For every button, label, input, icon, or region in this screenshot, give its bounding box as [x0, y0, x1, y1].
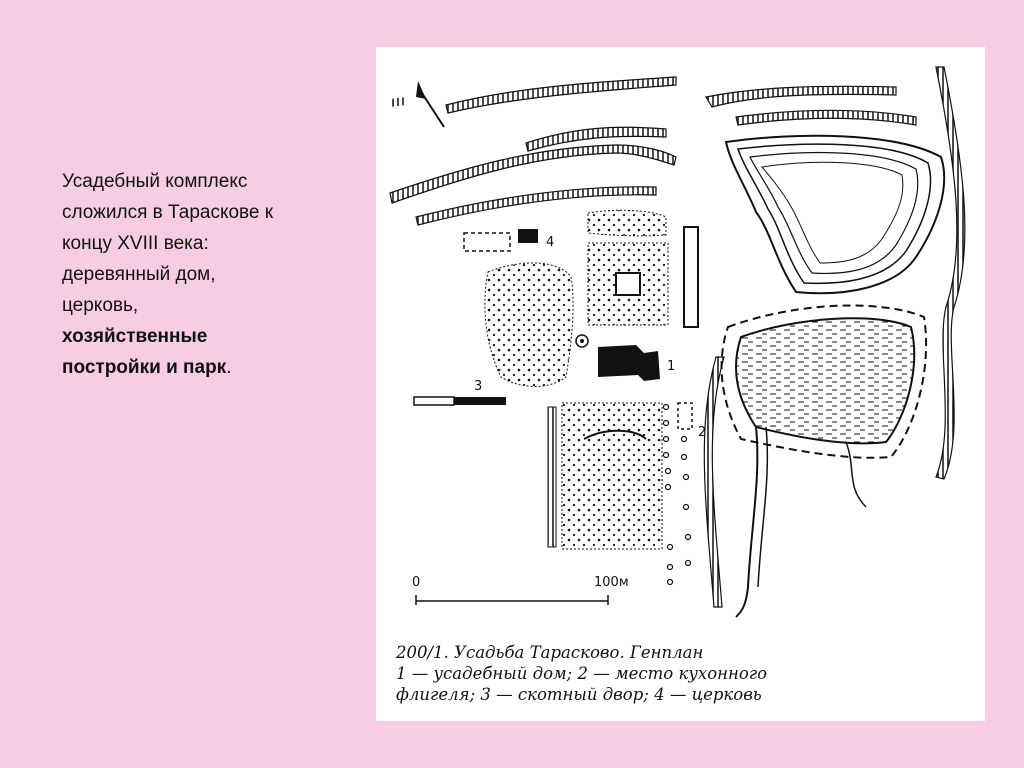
scale-bar	[416, 595, 608, 605]
plan-caption	[396, 642, 976, 705]
text-line-mixed	[62, 352, 352, 383]
north-arrow-icon	[416, 81, 444, 127]
estate-plan-image	[376, 47, 985, 721]
scale-max-label: 100м	[594, 575, 629, 590]
park-areas	[485, 210, 668, 549]
kitchen-wing-site	[678, 403, 692, 429]
caption-line: 1 — усадебный дом; 2 — место кухонного	[396, 664, 768, 683]
scale-bar-white	[414, 397, 454, 405]
scale-zero-label: 0	[412, 575, 421, 590]
cattle-yard	[454, 397, 506, 405]
bold-text: постройки и парк	[62, 357, 227, 378]
text-line: концу XVIII века:	[62, 233, 209, 254]
text-line: церковь,	[62, 295, 139, 316]
church-outline	[464, 233, 510, 251]
slide-description	[62, 166, 352, 383]
tree-rows	[664, 405, 691, 585]
label-2: 2	[698, 425, 707, 440]
manor-house	[598, 345, 660, 381]
bold-text: хозяйственные	[62, 326, 208, 347]
stream	[736, 427, 866, 617]
text-line-bold	[62, 321, 352, 352]
label-3: 3	[474, 379, 483, 394]
text-line: деревянный дом,	[62, 264, 216, 285]
text-line: сложился в Тараскове к	[62, 202, 274, 223]
period: .	[226, 357, 232, 378]
label-4: 4	[546, 235, 555, 250]
church	[518, 229, 538, 243]
caption-line: 200/1. Усадьба Тарасково. Генплан	[396, 643, 704, 662]
upper-pond	[726, 136, 944, 293]
text-line: Усадебный комплекс	[62, 171, 248, 192]
caption-line: флигеля; 3 — скотный двор; 4 — церковь	[396, 685, 762, 704]
label-1: 1	[667, 359, 676, 374]
lower-pond	[722, 306, 927, 458]
plan-drawing	[376, 47, 985, 721]
